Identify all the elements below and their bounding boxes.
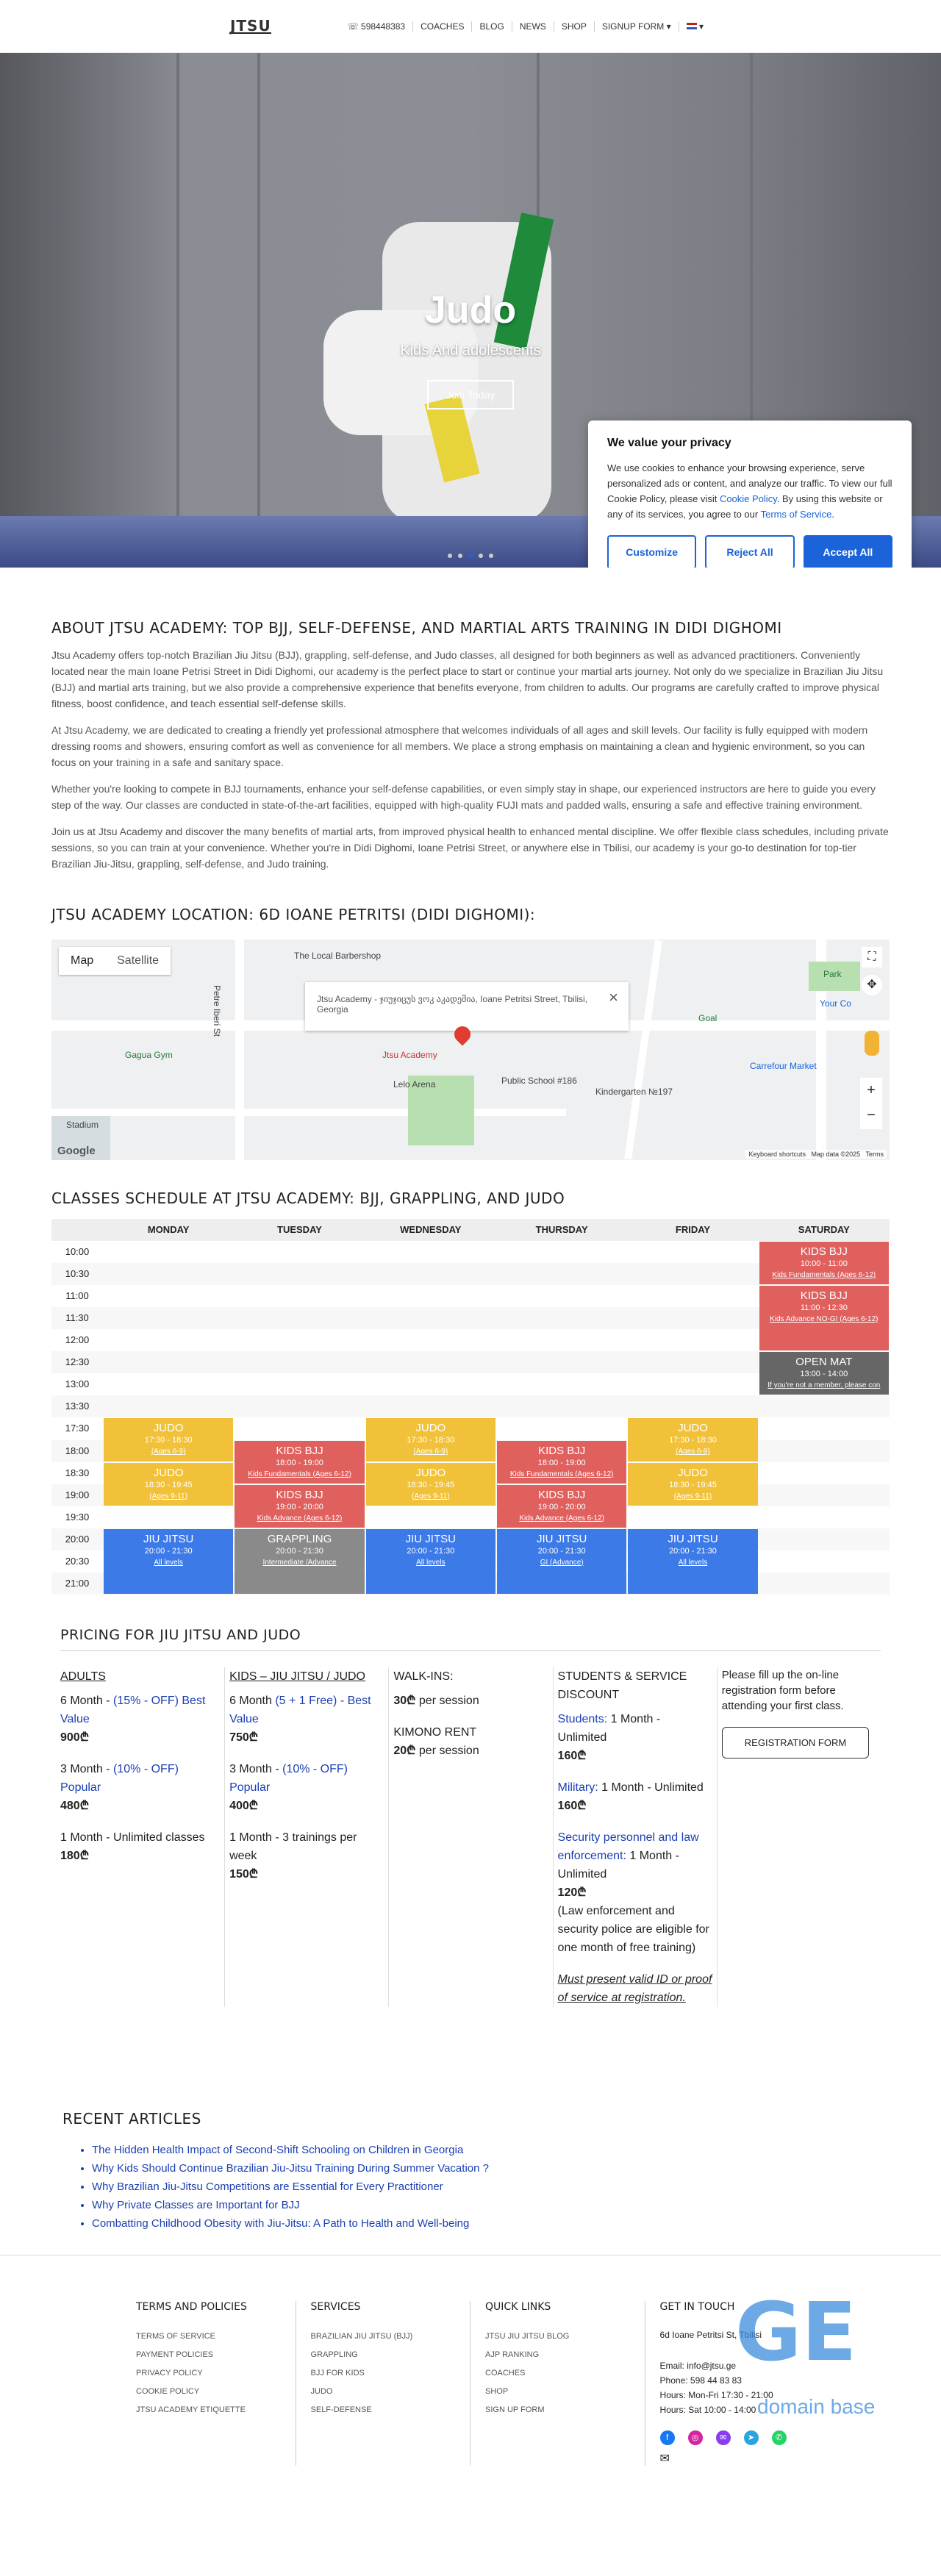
class-time: 17:30 - 18:30 <box>407 1436 455 1445</box>
map-label: Your Co <box>820 998 851 1009</box>
google-map[interactable] <box>51 940 890 1160</box>
class-level: (Ages 6-9) <box>676 1448 710 1456</box>
class-block[interactable] <box>497 1529 626 1594</box>
accept-all-button[interactable]: Accept All <box>804 535 892 568</box>
pegman-icon[interactable] <box>865 1031 879 1056</box>
hero-title: Judo <box>424 289 517 332</box>
hero-slider <box>0 53 941 568</box>
time-label: 18:30 <box>65 1467 90 1478</box>
camera-control-icon[interactable]: ✥ <box>862 975 882 995</box>
about-paragraph: At Jtsu Academy, we are dedicated to creating a friendly yet professional atmosphere that welcomes individuals of all ages and skill levels. Our facility is fully equipped with modern dressing rooms and showers, ensuring comfort as well as convenience for all members. We place a strong emphasis on maintaining a clean and hygienic environment, so you can focus on your training in a safe and sanitary space. <box>51 724 868 768</box>
cookie-consent-dialog <box>588 421 912 568</box>
price-highlight: (5 + 1 Free) - Best Value <box>229 1695 371 1725</box>
footer-heading: TERMS AND POLICIES <box>136 2301 247 2313</box>
class-title: KIDS BJJ <box>800 1245 848 1258</box>
class-level: Intermediate /Advance <box>262 1558 337 1567</box>
price-option <box>393 1742 548 1760</box>
cookie-text-part: . By using this website or any of its services, you agree to our <box>607 493 883 520</box>
cookie-text-part: . <box>831 509 835 520</box>
price-highlight: Students: <box>557 1713 608 1725</box>
articles-title: RECENT ARTICLES <box>62 2110 201 2128</box>
about-section <box>51 568 890 1589</box>
price-label: per session <box>415 1695 479 1707</box>
pricing-heading: KIMONO RENT <box>393 1726 477 1739</box>
class-time: 20:00 - 21:30 <box>144 1546 193 1556</box>
price-label: 1 Month - Unlimited <box>557 1850 679 1881</box>
footer-heading: SERVICES <box>310 2301 361 2313</box>
pricing-kids <box>224 1667 388 2007</box>
slider-dot[interactable] <box>458 554 462 558</box>
price-label: per session <box>415 1745 479 1757</box>
time-label: 11:30 <box>65 1312 89 1324</box>
social-links <box>660 2430 805 2445</box>
facebook-icon[interactable]: f <box>660 2430 675 2445</box>
hero-content <box>0 288 941 409</box>
price-amount: 180₾ <box>60 1850 90 1862</box>
price-amount: 150₾ <box>229 1868 259 1881</box>
schedule-row <box>51 1395 890 1417</box>
class-level: All levels <box>416 1558 446 1567</box>
pricing-heading: STUDENTS & SERVICE DISCOUNT <box>557 1670 687 1701</box>
class-level: All levels <box>678 1558 708 1567</box>
pricing-adults <box>60 1667 224 2007</box>
signup-label: SIGNUP FORM <box>601 21 665 32</box>
footer-link[interactable]: COACHES <box>485 2369 526 2378</box>
day-header: WEDNESDAY <box>400 1224 462 1235</box>
day-header: MONDAY <box>147 1224 190 1235</box>
class-block[interactable] <box>104 1463 233 1506</box>
schedule-title: CLASSES SCHEDULE AT JTSU ACADEMY: BJJ, GRAPPLING, AND JUDO <box>51 1189 565 1207</box>
time-label: 12:00 <box>65 1334 90 1346</box>
watermark-logo: GE <box>735 2285 857 2379</box>
day-header: SATURDAY <box>798 1224 850 1235</box>
price-option <box>558 1778 712 1797</box>
class-block[interactable] <box>104 1529 233 1594</box>
class-time: 20:00 - 21:30 <box>537 1546 586 1556</box>
price-highlight: (10% - OFF) Popular <box>60 1763 179 1794</box>
flag-icon <box>687 23 697 29</box>
price-option: 1 Month - 3 trainings per week <box>229 1831 357 1862</box>
footer-link[interactable]: COOKIE POLICY <box>136 2387 200 2396</box>
about-paragraph: Whether you're looking to compete in BJJ tournaments, enhance your self-defense capabilities, or even simply stay in shape, our experienced instructors are here to guide you every step of the way. Our classes are conducted in state-of-the-art facilities, equipped with high-quality FUJI mats and padded walls, ensuring a safe and effective training environment. <box>51 783 876 811</box>
map-info-popup <box>305 982 629 1031</box>
cookie-text <box>607 460 892 522</box>
footer-link[interactable]: PAYMENT POLICIES <box>136 2350 214 2359</box>
class-title: KIDS BJJ <box>800 1289 848 1303</box>
contact-hours: Hours: Mon-Fri 17:30 - 21:00 <box>659 2390 773 2400</box>
slider-dot[interactable] <box>479 554 483 558</box>
class-title: KIDS BJJ <box>276 1488 323 1501</box>
footer-link[interactable]: SHOP <box>485 2387 509 2396</box>
class-level: (Ages 6-9) <box>413 1448 448 1456</box>
fullscreen-icon[interactable]: ⛶ <box>862 947 882 967</box>
slider-dot[interactable] <box>448 554 452 558</box>
article-link[interactable]: • Why Kids Should Continue Brazilian Jiu-Jitsu Training During Summer Vacation ? <box>92 2159 879 2178</box>
class-time: 20:00 - 21:30 <box>407 1546 455 1556</box>
class-level: All levels <box>154 1558 183 1567</box>
nav-menu <box>340 21 711 32</box>
nav-blog[interactable]: BLOG <box>471 21 511 32</box>
whatsapp-icon[interactable]: ✆ <box>772 2430 787 2445</box>
map-label: Park <box>823 969 842 979</box>
price-amount: 30₾ <box>393 1695 416 1707</box>
zoom-in-icon[interactable]: + <box>867 1082 876 1098</box>
class-block[interactable] <box>628 1463 757 1506</box>
class-title: JIU JITSU <box>668 1532 718 1545</box>
price-amount: 160₾ <box>557 1750 587 1762</box>
footer-link[interactable]: JUDO <box>310 2387 333 2396</box>
contact-phone: Phone: 598 44 83 83 <box>659 2375 742 2386</box>
class-time: 13:00 - 14:00 <box>800 1370 848 1379</box>
price-highlight: (10% - OFF) Popular <box>229 1763 348 1794</box>
terms-of-service-link[interactable]: Terms of Service <box>760 509 832 520</box>
class-block[interactable] <box>759 1242 889 1284</box>
class-time: 17:30 - 18:30 <box>144 1436 193 1445</box>
class-title: OPEN MAT <box>795 1356 853 1369</box>
class-level: Kids Fundamentals (Ages 6-12) <box>509 1470 614 1478</box>
about-paragraph: Join us at Jtsu Academy and discover the many benefits of martial arts, from improved physical health to enhanced mental discipline. We offer flexible class schedules, including private sessions, so you can train at your convenience. Whether you're in Didi Dighomi, Ioane Petrisi Street, or anywhere else in Tbilisi, our academy is your go-to destination for top-tier Brazilian Jiu-Jitsu, grappling, self-defense, and Judo training. <box>51 826 889 870</box>
footer-link[interactable]: JTSU JIU JITSU BLOG <box>485 2332 570 2341</box>
footer-services <box>296 2301 471 2466</box>
footer-link[interactable]: BJJ FOR KIDS <box>310 2369 365 2378</box>
price-option <box>60 1760 220 1797</box>
map-label: Goal <box>698 1013 718 1023</box>
class-title: JIU JITSU <box>405 1532 456 1545</box>
time-label: 10:00 <box>65 1246 90 1257</box>
footer-columns <box>121 2301 820 2466</box>
day-header: FRIDAY <box>675 1224 711 1235</box>
map-label: Jtsu Academy <box>382 1050 437 1060</box>
class-block[interactable] <box>497 1441 626 1484</box>
class-title: JUDO <box>678 1466 708 1479</box>
article-link[interactable]: • Why Private Classes are Important for BJJ <box>92 2196 879 2214</box>
registration-text: Please fill up the on-line registration form before attending your first class. <box>721 1669 844 1712</box>
chevron-down-icon: ▾ <box>699 21 704 32</box>
nav-signup-form[interactable] <box>594 21 679 32</box>
zoom-out-icon[interactable]: − <box>867 1107 876 1123</box>
registration-column <box>717 1667 881 2007</box>
class-title: KIDS BJJ <box>538 1488 586 1501</box>
registration-form-button[interactable]: REGISTRATION FORM <box>722 1727 869 1759</box>
satellite-button[interactable]: Satellite <box>117 954 160 967</box>
class-time: 18:30 - 19:45 <box>144 1480 193 1489</box>
class-level: (Ages 6-9) <box>151 1448 186 1456</box>
discount-note: (Law enforcement and security police are eligible for one month of free training) <box>557 1905 709 1954</box>
top-navigation <box>0 0 941 53</box>
class-title: KIDS BJJ <box>276 1444 323 1457</box>
map-attribution[interactable]: Keyboard shortcuts Map data ©2025 Terms <box>745 1150 887 1159</box>
article-link[interactable]: • The Hidden Health Impact of Second-Shift Schooling on Children in Georgia <box>92 2141 879 2159</box>
price-option <box>60 1692 220 1728</box>
footer-terms <box>121 2301 296 2466</box>
time-label: 13:00 <box>65 1378 90 1390</box>
customize-button[interactable]: Customize <box>607 535 696 568</box>
nav-shop[interactable]: SHOP <box>554 21 594 32</box>
class-block[interactable] <box>497 1485 626 1528</box>
class-level: (Ages 9-11) <box>673 1492 712 1500</box>
class-level: Kids Advance NO-GI (Ages 6-12) <box>770 1315 879 1324</box>
footer-quick-links <box>470 2301 645 2466</box>
time-label: 21:00 <box>65 1577 90 1589</box>
nav-news[interactable]: NEWS <box>512 21 554 32</box>
wall-panel <box>257 53 260 516</box>
price-label: 3 Month - <box>60 1763 114 1775</box>
article-link[interactable]: • Combatting Childhood Obesity with Jiu-Jitsu: A Path to Health and Well-being <box>92 2214 879 2233</box>
map-road <box>51 1109 566 1116</box>
pricing-section <box>51 1627 890 2007</box>
class-level: Kids Fundamentals (Ages 6-12) <box>248 1470 351 1478</box>
price-label: 6 Month <box>229 1695 276 1707</box>
price-amount: 750₾ <box>229 1731 259 1744</box>
class-title: JIU JITSU <box>143 1532 194 1545</box>
class-title: GRAPPLING <box>267 1532 332 1545</box>
email-icon[interactable]: ✉ <box>659 2452 670 2465</box>
footer-heading: QUICK LINKS <box>485 2301 551 2313</box>
about-paragraph: Jtsu Academy offers top-notch Brazilian Jiu Jitsu (BJJ), grappling, self-defense, and Judo classes, all designed for both beginners as well as advanced practitioners. Conveniently located near the main Ioane Petrisi Street in Didi Dighomi, our academy is the perfect place to start or continue your martial arts journey. Not only do we specialize in Brazilian Jiu Jitsu (BJJ) and martial arts training, but we also provide a comprehensive experience that benefits everyone, from children to adults. Our programs are carefully crafted to improve physical fitness, boost confidence, and teach essential self-defense skills. <box>51 649 884 709</box>
day-header: THURSDAY <box>535 1224 588 1235</box>
time-label: 18:00 <box>65 1445 90 1456</box>
class-block[interactable] <box>628 1418 757 1461</box>
class-time: 10:00 - 11:00 <box>800 1259 848 1268</box>
footer-link[interactable]: PRIVACY POLICY <box>136 2369 203 2378</box>
google-logo: Google <box>57 1145 96 1157</box>
schedule-table <box>51 1219 890 1589</box>
language-switcher[interactable] <box>679 21 711 32</box>
price-amount: 400₾ <box>229 1800 259 1812</box>
site-footer <box>0 2255 941 2475</box>
footer-link[interactable]: SELF-DEFENSE <box>310 2405 372 2414</box>
class-block[interactable] <box>235 1529 364 1594</box>
price-amount: 160₾ <box>557 1800 587 1812</box>
phone-link[interactable]: ☏ 598448383 <box>347 21 406 32</box>
map-label: Petre Iberi St <box>212 984 223 1037</box>
slider-dot[interactable] <box>468 554 473 558</box>
class-time: 20:00 - 21:30 <box>669 1546 717 1556</box>
recent-articles <box>51 2110 890 2233</box>
price-option <box>558 1828 712 1883</box>
about-title: ABOUT JTSU ACADEMY: TOP BJJ, SELF-DEFENSE, AND MARTIAL ARTS TRAINING IN DIDI DIGHOMI <box>51 619 782 637</box>
contact-email: Email: info@jtsu.ge <box>659 2361 737 2371</box>
zoom-controls <box>860 1078 882 1129</box>
price-highlight: (15% - OFF) Best Value <box>60 1695 206 1725</box>
price-highlight: Security personnel and law enforcement: <box>557 1831 699 1862</box>
class-time: 19:00 - 20:00 <box>537 1502 586 1511</box>
day-header: TUESDAY <box>277 1224 322 1235</box>
class-block[interactable] <box>366 1463 495 1506</box>
class-title: JUDO <box>415 1422 446 1435</box>
class-block[interactable] <box>235 1441 364 1484</box>
footer-link[interactable]: BRAZILIAN JIU JITSU (BJJ) <box>310 2332 413 2341</box>
map-type-toggle <box>59 947 171 975</box>
class-title: JUDO <box>153 1422 184 1435</box>
price-label: 3 Month - <box>229 1763 283 1775</box>
map-label: The Local Barbershop <box>294 951 382 961</box>
article-link[interactable]: • Why Brazilian Jiu-Jitsu Competitions are Essential for Every Practitioner <box>92 2178 879 2196</box>
time-label: 10:30 <box>65 1268 90 1280</box>
price-amount: 120₾ <box>557 1886 587 1899</box>
class-block[interactable] <box>104 1418 233 1461</box>
price-highlight: Military: <box>557 1781 598 1794</box>
close-icon[interactable]: × <box>609 988 618 1006</box>
pricing-walkins <box>388 1667 552 2007</box>
map-label: Lelo Arena <box>393 1079 436 1090</box>
price-label: 1 Month - Unlimited <box>557 1713 661 1744</box>
time-label: 13:30 <box>65 1400 90 1412</box>
popup-text: Jtsu Academy - ჯიუჯიცუს ვოკ აკადემია, Ioane Petritsi Street, Tbilisi, Georgia <box>317 994 588 1015</box>
price-option <box>229 1760 384 1797</box>
watermark-text: domain base <box>757 2395 876 2418</box>
class-time: 18:00 - 19:00 <box>276 1458 323 1467</box>
address-link[interactable]: 6d Ioane Petritsi St, Tbilisi <box>659 2330 762 2340</box>
footer-link[interactable]: AJP RANKING <box>485 2350 540 2359</box>
pricing-heading: WALK-INS: <box>393 1670 454 1683</box>
time-label: 19:00 <box>65 1489 90 1500</box>
map-label: Kindergarten №197 <box>595 1087 673 1097</box>
time-label: 20:30 <box>65 1555 90 1567</box>
price-option <box>558 1710 712 1747</box>
schedule-row <box>51 1506 890 1528</box>
instagram-icon[interactable]: ◎ <box>688 2430 703 2445</box>
price-amount: 480₾ <box>60 1800 90 1812</box>
pricing-discounts <box>553 1667 717 2007</box>
time-label: 19:30 <box>65 1511 90 1523</box>
class-title: JIU JITSU <box>536 1532 587 1545</box>
price-option <box>393 1692 548 1710</box>
id-requirement-note: Must present valid ID or proof of service at registration. <box>557 1973 712 2004</box>
class-time: 18:00 - 19:00 <box>537 1458 586 1467</box>
phone-number: 598448383 <box>361 21 406 32</box>
telegram-icon[interactable]: ➤ <box>744 2430 759 2445</box>
messenger-icon[interactable]: ✉ <box>716 2430 731 2445</box>
footer-link[interactable]: TERMS OF SERVICE <box>136 2332 215 2341</box>
class-time: 17:30 - 18:30 <box>669 1436 717 1445</box>
site-logo[interactable]: JTSU <box>229 16 271 35</box>
class-time: 11:00 - 12:30 <box>800 1303 848 1313</box>
class-block[interactable] <box>366 1418 495 1461</box>
location-title: JTSU ACADEMY LOCATION: 6D IOANE PETRITSI (DIDI DIGHOMI): <box>51 906 536 923</box>
class-title: JUDO <box>678 1422 708 1435</box>
class-block[interactable] <box>235 1485 364 1528</box>
time-label: 11:00 <box>65 1290 89 1302</box>
pricing-heading: ADULTS <box>60 1670 106 1683</box>
reject-all-button[interactable]: Reject All <box>705 535 794 568</box>
footer-link[interactable]: SIGN UP FORM <box>485 2405 545 2414</box>
cookie-buttons <box>607 535 892 568</box>
price-option: 1 Month - Unlimited classes <box>60 1831 205 1844</box>
price-amount: 900₾ <box>60 1731 90 1744</box>
class-level: GI (Advance) <box>540 1558 584 1567</box>
class-time: 18:30 - 19:45 <box>669 1480 717 1489</box>
time-label: 20:00 <box>65 1533 90 1545</box>
class-time: 18:30 - 19:45 <box>407 1480 455 1489</box>
cookie-text-part: We use cookies to enhance your browsing experience, serve personalized ads or content, and analyze our traffic. To view our full Cookie Policy, please visit <box>607 462 892 504</box>
map-road <box>235 940 244 1160</box>
articles-list <box>62 2141 879 2233</box>
class-level: Kids Advance (Ages 6-12) <box>257 1514 343 1523</box>
pricing-title: PRICING FOR JIU JITSU AND JUDO <box>60 1627 881 1651</box>
map-label: Carrefour Market <box>750 1061 817 1071</box>
class-level: Kids Advance (Ages 6-12) <box>519 1514 604 1523</box>
class-time: 19:00 - 20:00 <box>276 1502 323 1511</box>
class-level: (Ages 9-11) <box>412 1492 450 1500</box>
class-block[interactable] <box>366 1529 495 1594</box>
cookie-policy-link[interactable]: Cookie Policy <box>719 493 777 504</box>
class-block[interactable] <box>628 1529 757 1594</box>
class-level: If you're not a member, please con <box>768 1381 881 1390</box>
class-title: JUDO <box>153 1466 184 1479</box>
map-road <box>624 940 662 1159</box>
price-label: 6 Month - <box>60 1695 114 1707</box>
price-label: 1 Month - Unlimited <box>598 1781 704 1794</box>
footer-heading: GET IN TOUCH <box>659 2301 735 2313</box>
class-block[interactable] <box>759 1352 889 1395</box>
footer-link[interactable]: GRAPPLING <box>310 2350 358 2359</box>
class-time: 20:00 - 21:30 <box>276 1546 323 1556</box>
price-option <box>229 1692 384 1728</box>
class-level: (Ages 9-11) <box>149 1492 187 1500</box>
chevron-down-icon: ▾ <box>666 21 671 32</box>
class-title: KIDS BJJ <box>538 1444 586 1457</box>
class-level: Kids Fundamentals (Ages 6-12) <box>772 1271 876 1279</box>
class-block[interactable] <box>759 1286 889 1350</box>
map-label: Stadium <box>66 1120 99 1130</box>
hero-subtitle: Kids And adolescents <box>400 343 541 359</box>
pricing-columns <box>60 1667 881 2007</box>
nav-coaches[interactable]: COACHES <box>412 21 471 32</box>
pricing-heading: KIDS – JIU JITSU / JUDO <box>229 1670 365 1683</box>
map-label: Public School #186 <box>501 1076 577 1086</box>
time-label: 17:30 <box>65 1423 90 1434</box>
time-label: 12:30 <box>65 1356 90 1368</box>
class-title: JUDO <box>415 1466 446 1479</box>
map-label: Gagua Gym <box>125 1050 173 1060</box>
contact-hours: Hours: Sat 10:00 - 14:00 <box>659 2405 756 2415</box>
price-amount: 20₾ <box>393 1745 416 1757</box>
wall-panel <box>176 53 179 516</box>
slider-dot[interactable] <box>489 554 493 558</box>
map-button[interactable]: Map <box>71 954 94 967</box>
cookie-title: We value your privacy <box>607 437 731 449</box>
join-today-button[interactable]: Join Today <box>427 380 515 409</box>
footer-link[interactable]: JTSU ACADEMY ETIQUETTE <box>136 2405 246 2414</box>
